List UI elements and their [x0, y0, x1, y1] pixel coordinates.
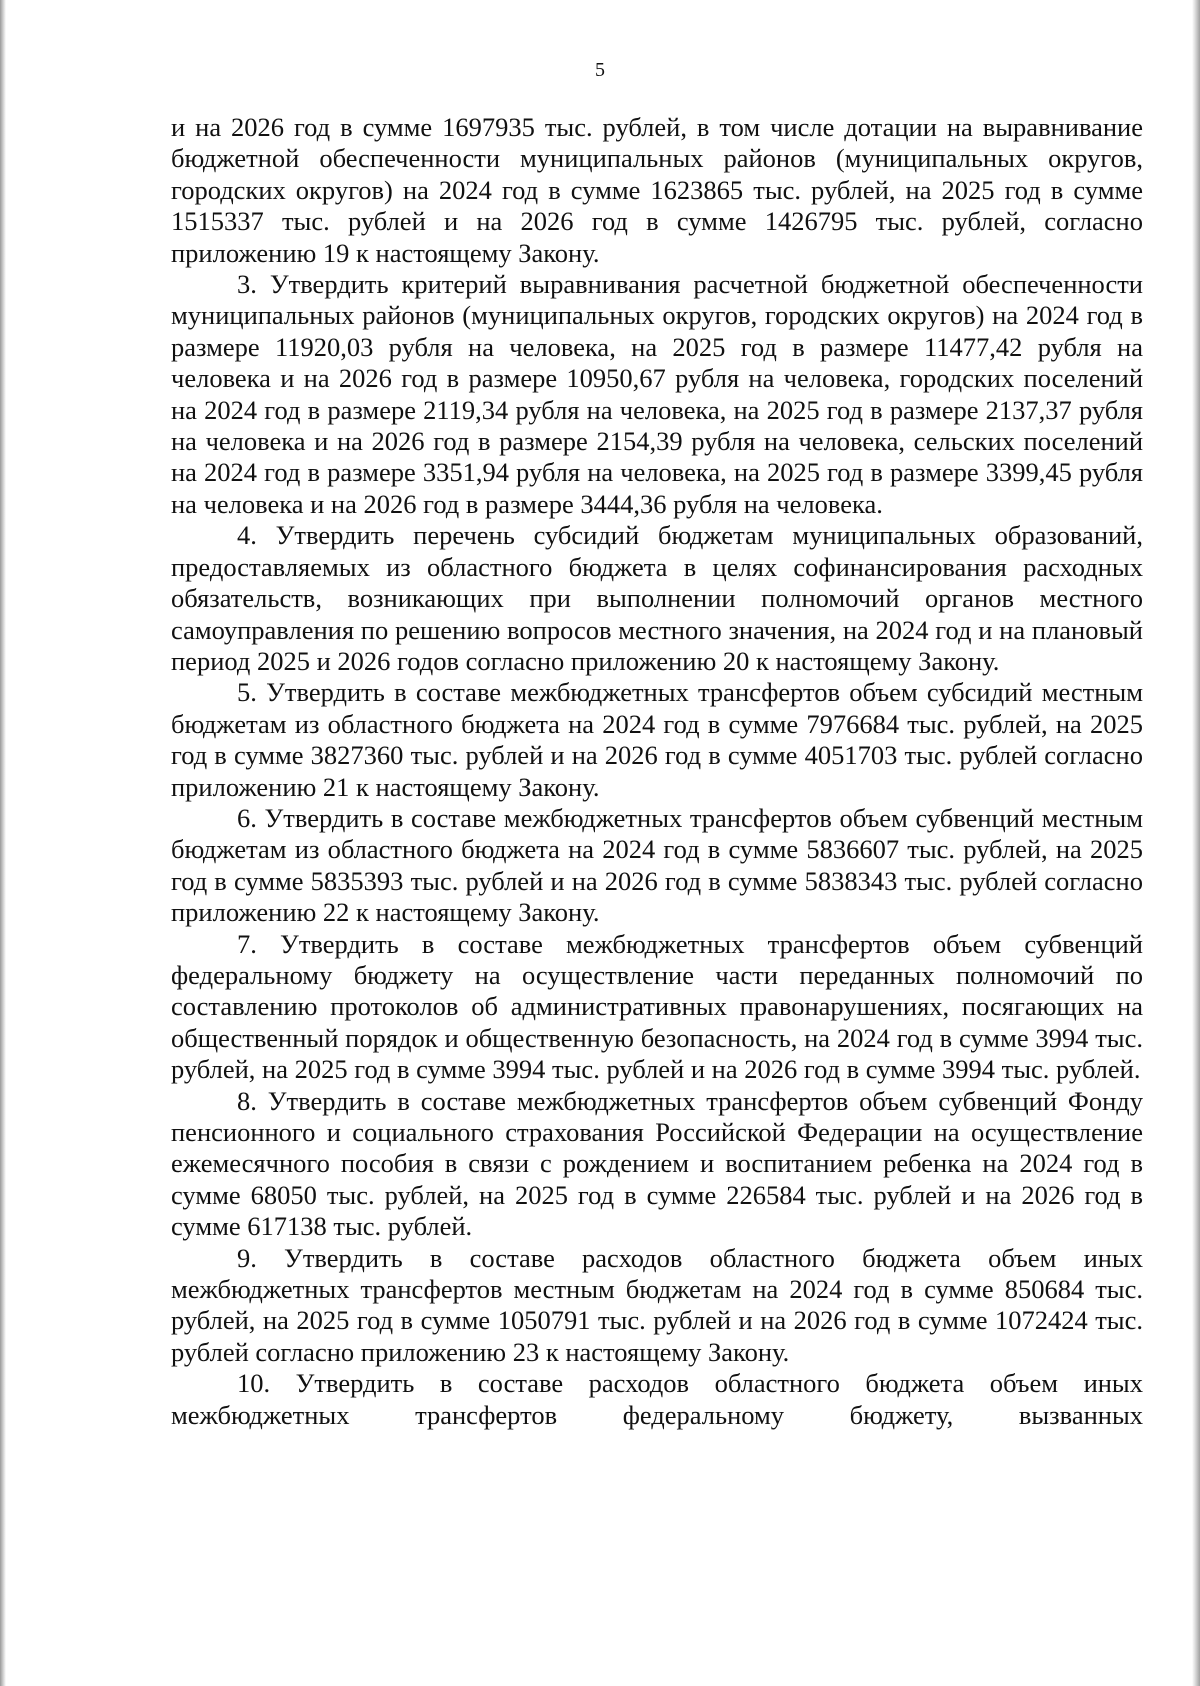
page-number: 5 [595, 59, 605, 81]
paragraph-continuation: и на 2026 год в сумме 1697935 тыс. рублей, в том числе дотации на выравнивание бюджетной обеспеченности муниципальных районов (муниципальных округов, городских округов) на 2024 год в сумме 1623865 тыс. рублей, на 2025 год в сумме 1515337 тыс. рублей и на 2026 год в сумме 1426795 тыс. рублей, согласно приложению 19 к настоящему Закону. [171, 112, 1143, 268]
scan-edge-right [1192, 0, 1200, 1686]
paragraph-item-4: 4. Утвердить перечень субсидий бюджетам муниципальных образований, предоставляемых из областного бюджета в целях софинансирования расходных обязательств, возникающих при выполнении полномочий органов местного самоуправления по решению вопросов местного значения, на 2024 год и на плановый период 2025 и 2026 годов согласно приложению 20 к настоящему Закону. [171, 520, 1143, 676]
paragraph-item-6: 6. Утвердить в составе межбюджетных трансфертов объем субвенций местным бюджетам из областного бюджета на 2024 год в сумме 5836607 тыс. рублей, на 2025 год в сумме 5835393 тыс. рублей и на 2026 год в сумме 5838343 тыс. рублей согласно приложению 22 к настоящему Закону. [171, 802, 1143, 928]
paragraph-item-9: 9. Утвердить в составе расходов областного бюджета объем иных межбюджетных трансфертов местным бюджетам на 2024 год в сумме 850684 тыс. рублей, на 2025 год в сумме 1050791 тыс. рублей и на 2026 год в сумме 1072424 тыс. рублей согласно приложению 23 к настоящему Закону. [171, 1242, 1143, 1367]
paragraph-item-5: 5. Утвердить в составе межбюджетных трансфертов объем субсидий местным бюджетам из областного бюджета на 2024 год в сумме 7976684 тыс. рублей, на 2025 год в сумме 3827360 тыс. рублей и на 2026 год в сумме 4051703 тыс. рублей согласно приложению 21 к настоящему Закону. [171, 677, 1143, 802]
paragraph-item-3: 3. Утвердить критерий выравнивания расчетной бюджетной обеспеченности муниципальных районов (муниципальных округов, городских округов) на 2024 год в размере 11920,03 рубля на человека, на 2025 год в размере 11477,42 рубля на человека и на 2026 год в размере 10950,67 рубля на человека, городских поселений на 2024 год в размере 2119,34 рубля на человека, на 2025 год в размере 2137,37 рубля на человека и на 2026 год в размере 2154,39 рубля на человека, сельских поселений на 2024 год в размере 3351,94 рубля на человека, на 2025 год в размере 3399,45 рубля на человека и на 2026 год в размере 3444,36 рубля на человека. [171, 269, 1143, 519]
document-body [171, 112, 1143, 1431]
paragraph-item-10: 10. Утвердить в составе расходов областного бюджета объем иных межбюджетных трансфертов федеральному бюджету, вызванных [171, 1368, 1143, 1430]
paragraph-item-8: 8. Утвердить в составе межбюджетных трансфертов объем субвенций Фонду пенсионного и социального страхования Российской Федерации на осуществление ежемесячного пособия в связи с рождением и воспитанием ребенка на 2024 год в сумме 68050 тыс. рублей, на 2025 год в сумме 226584 тыс. рублей и на 2026 год в сумме 617138 тыс. рублей. [171, 1085, 1143, 1242]
scan-edge-left [0, 0, 6, 1686]
paragraph-item-7: 7. Утвердить в составе межбюджетных трансфертов объем субвенций федеральному бюджету на осуществление части переданных полномочий по составлению протоколов об административных правонарушениях, посягающих на общественный порядок и общественную безопасность, на 2024 год в сумме 3994 тыс. рублей, на 2025 год в сумме 3994 тыс. рублей и на 2026 год в сумме 3994 тыс. рублей. [171, 928, 1143, 1085]
